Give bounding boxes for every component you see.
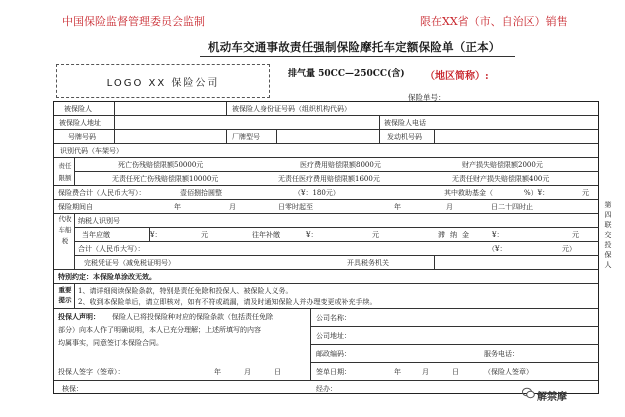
vehicle-tax-label: 代收车船税 — [58, 215, 72, 245]
col-divider — [74, 213, 75, 269]
issue-month: 月 — [422, 368, 429, 376]
tax-total-label: 合计（人民币大写）： — [78, 245, 145, 253]
special-agreement: 特别约定：本保险单涂改无效。 — [58, 272, 156, 281]
tax-total-amount: （¥： — [488, 245, 507, 253]
nofault-death-limit: 无责任死亡伤残赔偿限额10000元 — [112, 175, 219, 183]
supervisor-text: 中国保险监督管理委员会监制 — [62, 15, 205, 28]
brand-model-label: 厂牌型号 — [232, 133, 260, 141]
signature-month: 月 — [244, 368, 251, 376]
col-divider — [226, 129, 227, 143]
row-divider — [54, 213, 598, 214]
liability-limit-label: 责任限额 — [58, 162, 72, 182]
premium-fixed-text: 壹佰捌拾圆整 — [180, 189, 222, 197]
signature-day: 日 — [274, 368, 281, 376]
taxpayer-id-label: 纳税人识别号 — [78, 217, 120, 225]
col-divider — [379, 129, 380, 143]
insured-address-label: 被保险人地址 — [59, 119, 101, 127]
important-notice-label: 重要提示 — [58, 286, 72, 304]
period-from: 日零时起至 — [278, 203, 313, 211]
watermark-text: 解禁摩 — [537, 392, 567, 403]
col-divider — [379, 115, 380, 129]
company-name-label: 公司名称： — [316, 314, 351, 322]
issue-date-label: 签单日期： — [316, 368, 351, 376]
row-divider — [310, 362, 599, 363]
page-title: 机动车交通事故责任强制保险摩托车定额保险单（正本） — [208, 40, 501, 54]
zip-code-label: 邮政编码： — [316, 350, 351, 358]
period-label: 保险期间自 — [58, 203, 93, 211]
vin-label: 识别代码（车架号） — [60, 147, 123, 155]
col-divider — [276, 129, 277, 143]
row-divider — [54, 269, 598, 270]
row-divider — [54, 143, 598, 144]
period-year2: 年 — [394, 203, 401, 211]
nofault-medical-limit: 无责任医疗费用赔偿限额1600元 — [278, 175, 380, 183]
service-phone-label: 服务电话： — [484, 350, 519, 358]
row-divider — [54, 199, 598, 200]
company-address-label: 公司地址： — [316, 332, 351, 340]
signature-year: 年 — [214, 368, 221, 376]
declaration-line-1: 保险人已将投保险种对应的保险条款（包括责任免除 — [112, 313, 273, 321]
rescue-fund-label: 其中救助基金（ — [444, 189, 493, 197]
insured-label: 被保险人 — [64, 105, 92, 113]
col-divider — [434, 129, 435, 143]
policy-number-label: 保险单号： — [408, 93, 446, 102]
plate-number-label: 号牌号码 — [68, 133, 96, 141]
period-month2: 月 — [446, 203, 453, 211]
applicant-signature-label: 投保人签字（签章）： — [58, 368, 125, 376]
property-limit: 财产损失赔偿限额2000元 — [462, 161, 543, 169]
important-notice-2: 2、收到本保险单后，请立即核对，如有不符或疏漏，请及时通知保险人并办理变更或补充手续。 — [78, 298, 377, 306]
late-fee-label: 滞纳金 — [438, 231, 474, 239]
col-divider — [74, 283, 75, 308]
row-divider — [54, 157, 598, 158]
back-tax-label: 往年补缴 — [252, 231, 280, 239]
col-divider — [226, 102, 227, 115]
col-divider — [434, 255, 435, 269]
col-divider — [310, 308, 311, 380]
declaration-line-2: 部分）向本人作了明确说明，本人已充分理解；上述所填写的内容 — [58, 326, 261, 334]
copy-four-label: 第四联 交投保人 — [604, 201, 612, 269]
row-divider — [54, 308, 598, 309]
tax-office-label: 开具税务机关 — [347, 259, 389, 267]
insured-phone-label: 被保险人电话 — [384, 119, 426, 127]
issue-year: 年 — [394, 368, 401, 376]
row-divider — [310, 344, 599, 345]
back-tax-yen: ¥： — [306, 231, 318, 239]
row-divider — [74, 171, 599, 172]
late-fee-yen: ¥： — [492, 231, 504, 239]
current-due-yuan: 元 — [201, 231, 208, 239]
declaration-line-3: 均属事实，同意签订本保险合同。 — [58, 339, 163, 347]
rescue-fund-yuan: 元 — [582, 189, 589, 197]
sale-region-text: 限在XX省（市、自治区）销售 — [420, 15, 568, 28]
important-notice-1: 1、请详细阅读保险条款，特别是责任免除和投保人、被保险人义务。 — [78, 287, 293, 295]
row-divider — [54, 185, 598, 186]
late-fee-yuan: 元 — [572, 231, 579, 239]
death-disability-limit: 死亡伤残赔偿限额50000元 — [118, 161, 204, 169]
engine-number-label: 发动机号码 — [387, 133, 422, 141]
medical-limit: 医疗费用赔偿限额8000元 — [300, 161, 381, 169]
logo — [56, 64, 270, 98]
region-short-label: （地区简称）: — [425, 71, 489, 82]
current-due-yen: ¥： — [150, 231, 162, 239]
insurer-seal-label: （保险人签章） — [484, 368, 533, 376]
col-divider — [114, 102, 115, 143]
back-tax-yuan: 元 — [372, 231, 379, 239]
handler-label: 经办： — [316, 385, 337, 393]
current-due-label: 当年应缴 — [82, 231, 110, 239]
row-divider — [54, 380, 598, 381]
premium-total-label: 保险费合计（人民币大写）： — [58, 189, 146, 197]
tax-total-yuan: 元） — [562, 245, 576, 253]
displacement-label: 排气量 50CC—250CC(含) — [288, 69, 405, 79]
row-divider — [74, 227, 599, 228]
premium-amount: （¥：180元） — [294, 189, 340, 197]
declaration-label: 投保人声明： — [58, 312, 100, 321]
period-year: 年 — [174, 203, 181, 211]
rescue-fund-pct: %）¥： — [524, 189, 550, 197]
col-divider — [74, 157, 75, 185]
title-underline — [200, 56, 515, 57]
nofault-property-limit: 无责任财产损失赔偿限额400元 — [452, 175, 550, 183]
period-to: 日二十四时止 — [491, 203, 533, 211]
period-month: 月 — [229, 203, 236, 211]
policy-form-table — [53, 101, 599, 394]
row-divider — [310, 326, 599, 327]
underwriting-label: 核保： — [62, 385, 83, 393]
row-divider — [54, 115, 598, 116]
row-divider — [54, 129, 598, 130]
row-divider — [74, 255, 599, 256]
row-divider — [54, 283, 598, 284]
logo-text: LOGO XX 保险公司 — [106, 78, 220, 89]
issue-day: 日 — [452, 368, 459, 376]
tax-exemption-label: 完税凭证号（减免税证明号） — [84, 259, 175, 267]
chat-bubble-icon — [522, 387, 535, 399]
insured-id-label: 被保险人身份证号码（组织机构代码） — [232, 105, 351, 113]
row-divider — [74, 241, 599, 242]
